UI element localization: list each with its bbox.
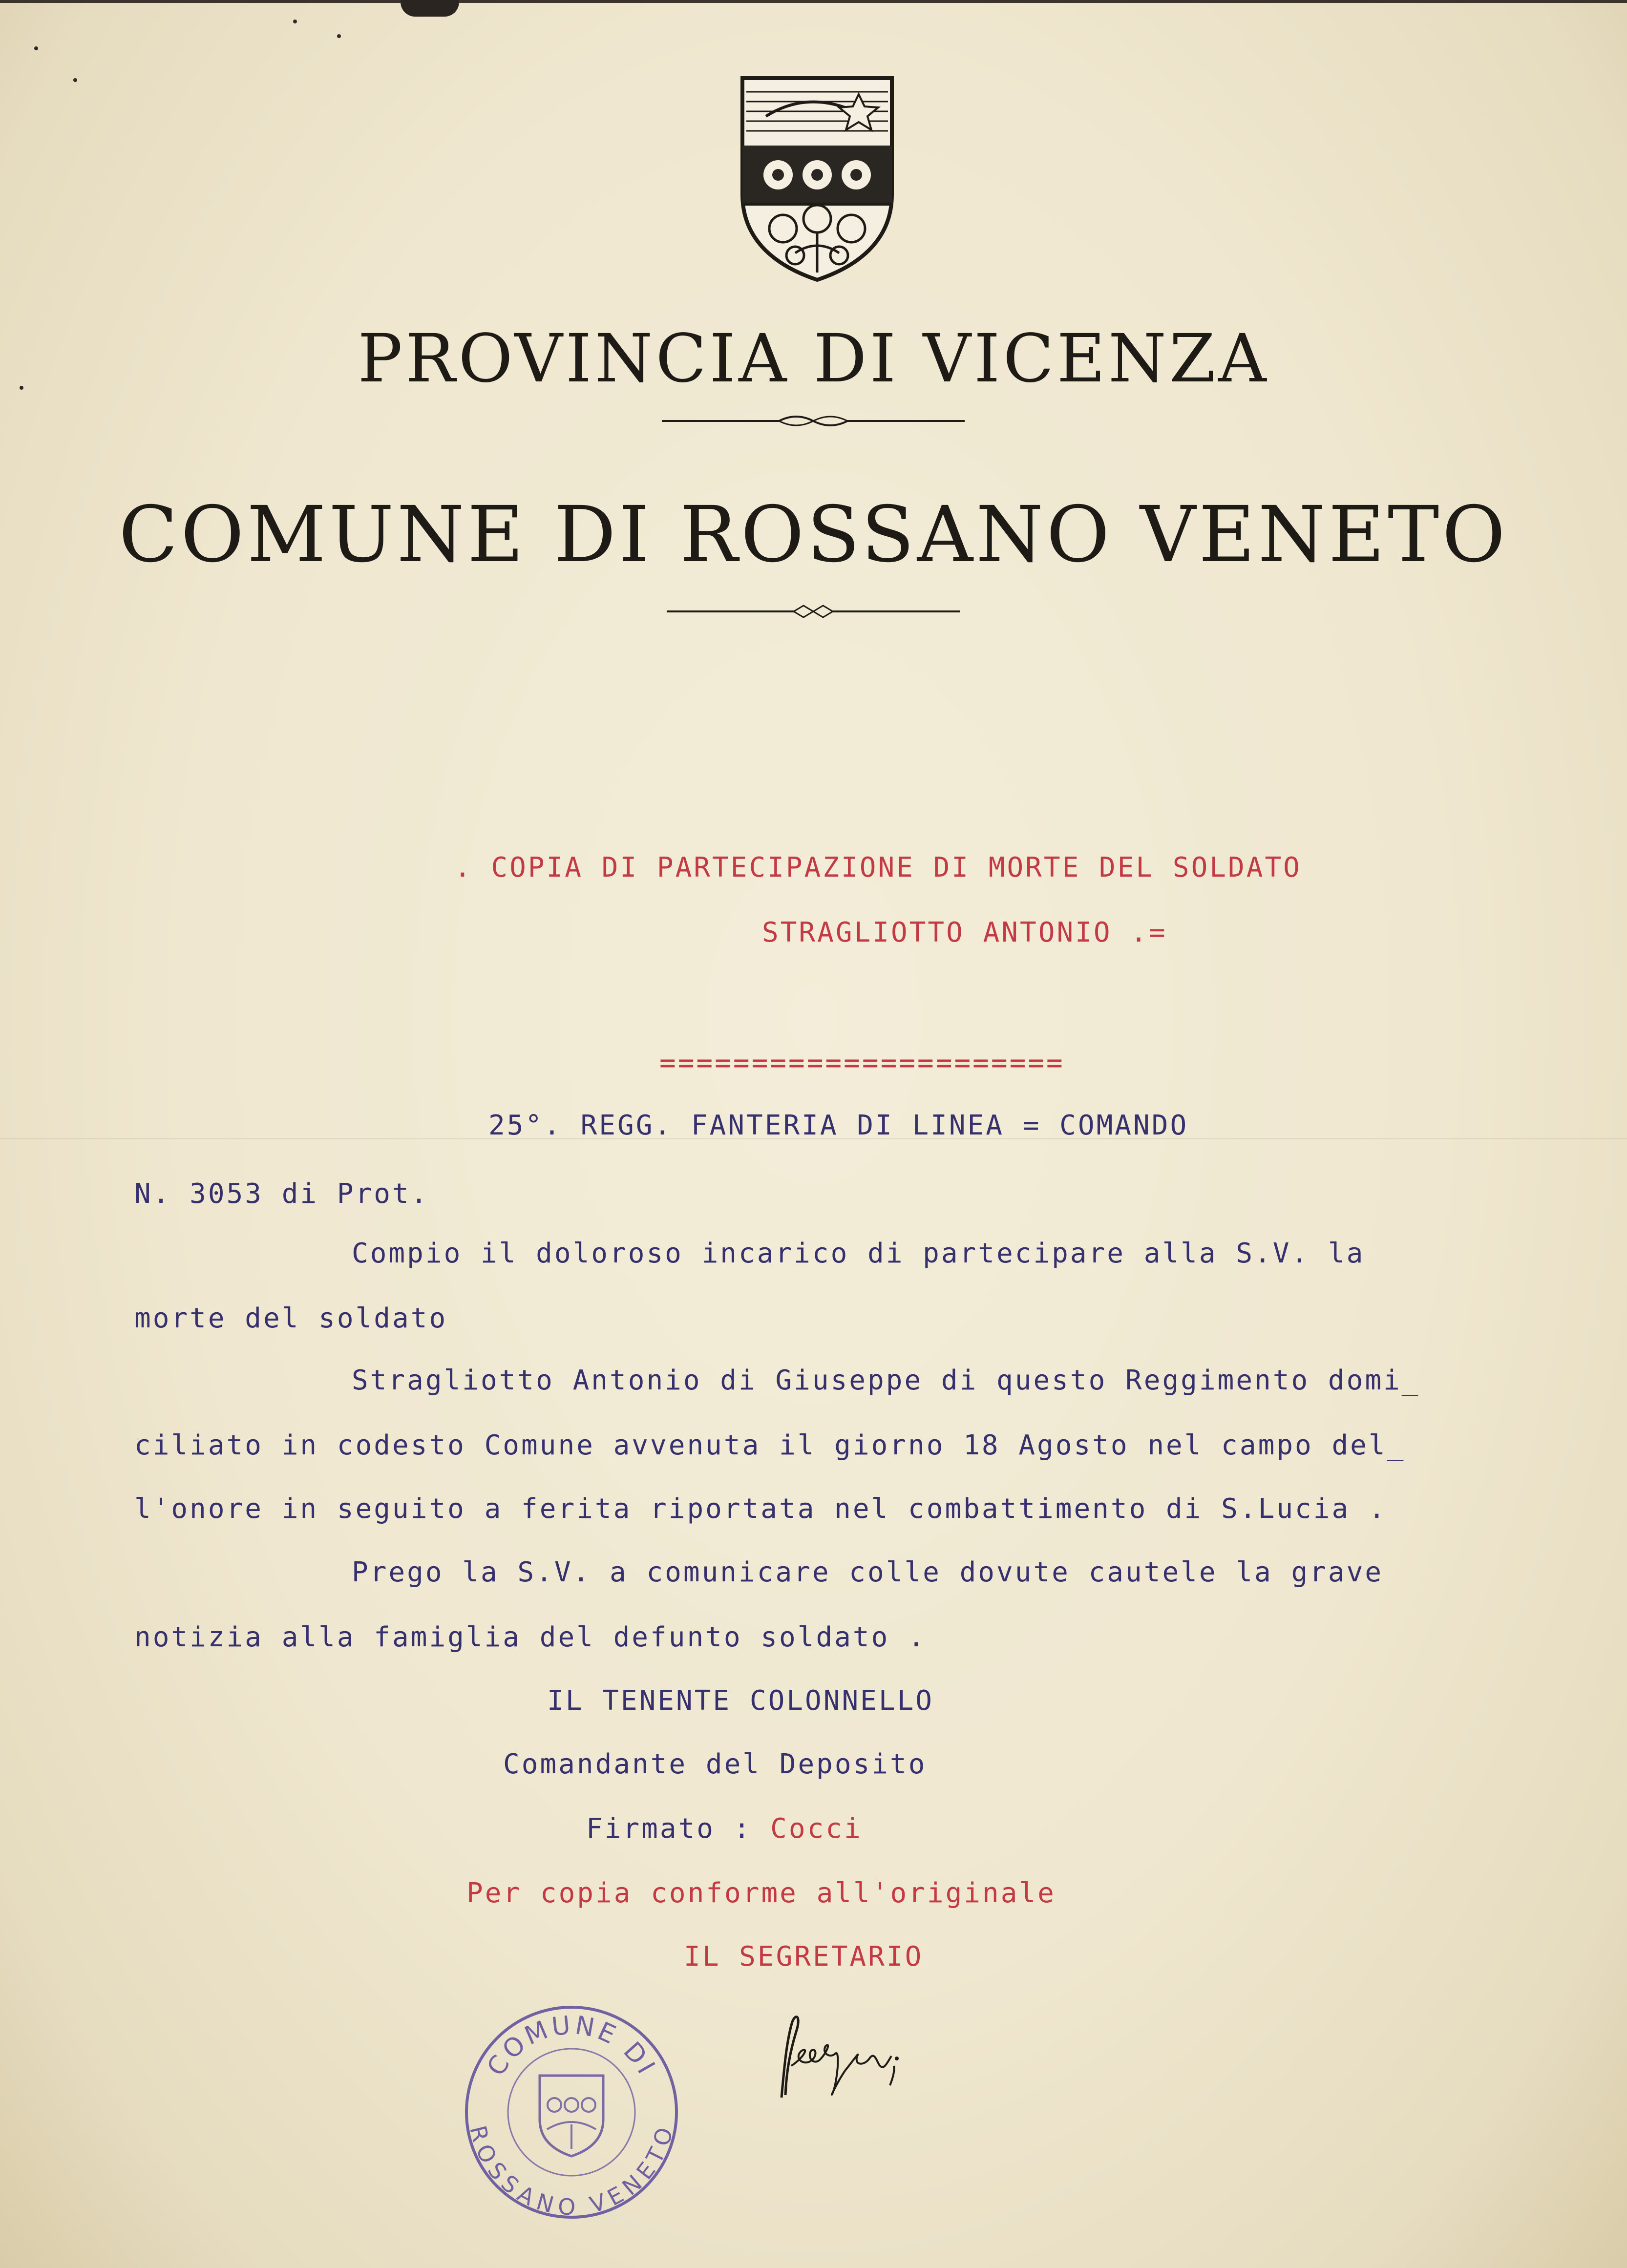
speck <box>34 46 38 50</box>
body-line: ciliato in codesto Comune avvenuta il giorno 18 Agosto nel campo del_ <box>134 1429 1406 1461</box>
role-line: Comandante del Deposito <box>503 1748 927 1780</box>
stamp-bottom-text: ROSSANO VENETO <box>465 2123 679 2221</box>
speck <box>73 78 77 82</box>
edge-tear <box>401 0 459 17</box>
signed-label: Firmato : <box>586 1813 771 1845</box>
body-line: l'onore in seguito a ferita riportata nel combattimento di S.Lucia . <box>134 1493 1387 1525</box>
top-edge <box>0 0 1627 3</box>
rank-line: IL TENENTE COLONNELLO <box>547 1685 934 1717</box>
coat-of-arms-icon <box>737 72 898 282</box>
divider-ornament-icon <box>657 602 970 621</box>
speck <box>337 34 341 38</box>
body-line: Compio il doloroso incarico di partecipare alla S.V. la <box>352 1238 1365 1269</box>
province-heading: PROVINCIA DI VICENZA <box>358 320 1269 398</box>
body-line: morte del soldato <box>134 1302 448 1334</box>
stamp-top-text: COMUNE DI <box>481 2010 662 2081</box>
body-line: Prego la S.V. a comunicare colle dovute cautele la grave <box>352 1556 1384 1588</box>
municipality-heading: COMUNE DI ROSSANO VENETO <box>119 490 1508 580</box>
municipal-stamp <box>459 2002 684 2222</box>
secretary-signature <box>762 2012 918 2105</box>
body-line: notizia alla famiglia del defunto soldato . <box>134 1621 927 1653</box>
protocol-number: N. 3053 di Prot. <box>134 1178 429 1210</box>
divider-ornament-icon <box>657 411 970 431</box>
svg-text:COMUNE DI <box>482 2011 662 2081</box>
body-line: Stragliotto Antonio di Giuseppe di questo Reggimento domi_ <box>352 1365 1420 1396</box>
regiment-line: 25°. REGG. FANTERIA DI LINEA = COMANDO <box>488 1110 1189 1141</box>
secretary-line: IL SEGRETARIO <box>684 1941 924 1973</box>
copy-conformity-note: Per copia conforme all'originale <box>466 1877 1056 1909</box>
soldier-name-title: STRAGLIOTTO ANTONIO .= <box>762 917 1167 948</box>
signed-name: Cocci <box>770 1813 863 1845</box>
separator-line: ====================== <box>659 1047 1065 1079</box>
document-title: . COPIA DI PARTECIPAZIONE DI MORTE DEL SOLDATO <box>454 852 1302 883</box>
signed-by-line <box>586 1812 863 1846</box>
speck <box>293 20 297 23</box>
